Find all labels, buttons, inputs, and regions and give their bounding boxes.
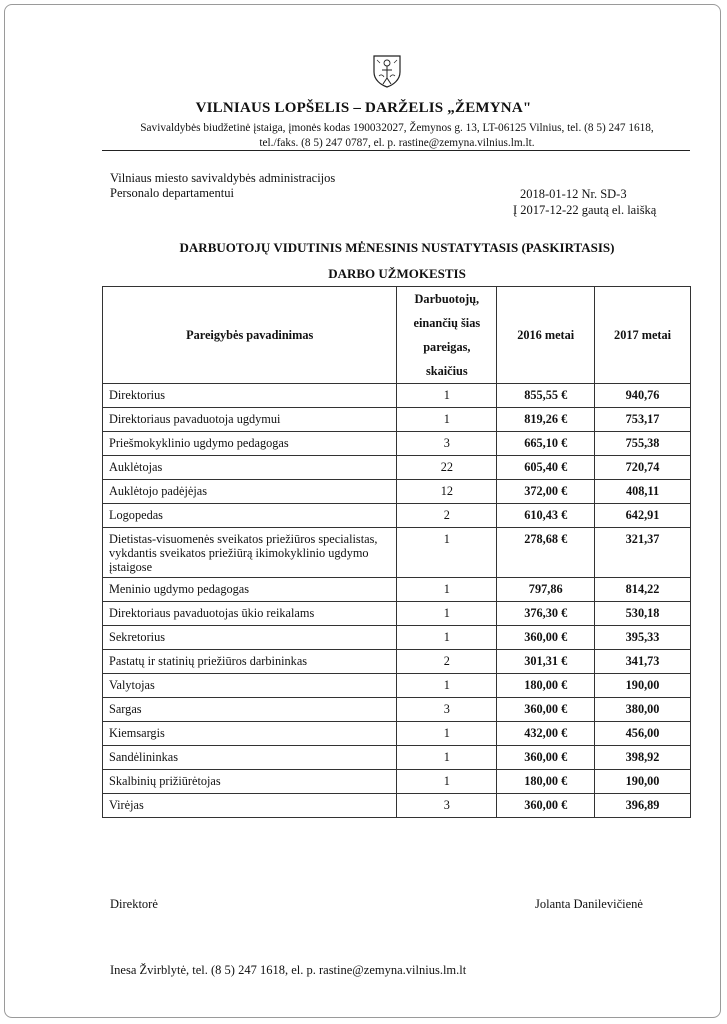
- organization-name: VILNIAUS LOPŠELIS – DARŽELIS „ŽEMYNA": [195, 100, 532, 116]
- cell-2017-salary: 814,22: [595, 578, 691, 602]
- cell-position: Sargas: [103, 698, 397, 722]
- cell-2016-salary: 605,40 €: [497, 456, 595, 480]
- cell-2017-salary: 753,17: [595, 408, 691, 432]
- cell-employee-count: 1: [397, 578, 497, 602]
- cell-position: Meninio ugdymo pedagogas: [103, 578, 397, 602]
- cell-position: Auklėtojas: [103, 456, 397, 480]
- cell-2017-salary: 940,76: [595, 384, 691, 408]
- table-row: [103, 528, 691, 578]
- cell-employee-count: 1: [397, 528, 497, 578]
- header-position: Pareigybės pavadinimas: [103, 287, 397, 384]
- table-row: [103, 746, 691, 770]
- cell-employee-count: 1: [397, 746, 497, 770]
- cell-employee-count: 2: [397, 504, 497, 528]
- cell-employee-count: 1: [397, 384, 497, 408]
- cell-2017-salary: 755,38: [595, 432, 691, 456]
- cell-position: Kiemsargis: [103, 722, 397, 746]
- cell-position: Direktorius: [103, 384, 397, 408]
- cell-2017-salary: 642,91: [595, 504, 691, 528]
- header-divider: [102, 150, 690, 151]
- header-employee-count-line2: einančių šias: [413, 316, 481, 330]
- cell-position: Skalbinių prižiūrėtojas: [103, 770, 397, 794]
- cell-position: Logopedas: [103, 504, 397, 528]
- cell-2016-salary: 180,00 €: [497, 674, 595, 698]
- cell-2016-salary: 278,68 €: [497, 528, 595, 578]
- organization-details: [102, 121, 692, 151]
- document-title-line2: DARBO UŽMOKESTIS: [328, 266, 466, 281]
- table-header-row: [103, 287, 691, 384]
- cell-employee-count: 12: [397, 480, 497, 504]
- cell-employee-count: 3: [397, 698, 497, 722]
- cell-employee-count: 1: [397, 408, 497, 432]
- table-row: [103, 480, 691, 504]
- cell-position: Virėjas: [103, 794, 397, 818]
- cell-2016-salary: 360,00 €: [497, 794, 595, 818]
- cell-2016-salary: 665,10 €: [497, 432, 595, 456]
- cell-2017-salary: 530,18: [595, 602, 691, 626]
- cell-position: Direktoriaus pavaduotoja ugdymui: [103, 408, 397, 432]
- signature-name: Jolanta Danilevičienė: [535, 897, 643, 911]
- cell-2016-salary: 360,00 €: [497, 698, 595, 722]
- table-row: [103, 578, 691, 602]
- cell-2017-salary: 190,00: [595, 770, 691, 794]
- cell-2016-salary: 376,30 €: [497, 602, 595, 626]
- recipient-block: [110, 171, 335, 201]
- document-date-number: 2018-01-12 Nr. SD-3: [520, 187, 627, 201]
- table-row: [103, 384, 691, 408]
- table-row: [103, 626, 691, 650]
- cell-2016-salary: 360,00 €: [497, 626, 595, 650]
- table-row: [103, 674, 691, 698]
- signature-role: Direktorė: [110, 897, 158, 911]
- cell-position: Priešmokyklinio ugdymo pedagogas: [103, 432, 397, 456]
- cell-2017-salary: 396,89: [595, 794, 691, 818]
- cell-employee-count: 1: [397, 722, 497, 746]
- header-employee-count-line4: skaičius: [425, 364, 468, 378]
- cell-position: Auklėtojo padėjėjas: [103, 480, 397, 504]
- cell-position: Sandėlininkas: [103, 746, 397, 770]
- document-reference: [513, 186, 657, 218]
- cell-2017-salary: 456,00: [595, 722, 691, 746]
- cell-2016-salary: 180,00 €: [497, 770, 595, 794]
- cell-2016-salary: 301,31 €: [497, 650, 595, 674]
- cell-position: Sekretorius: [103, 626, 397, 650]
- cell-position: Pastatų ir statinių priežiūros darbininkas: [103, 650, 397, 674]
- cell-2017-salary: 398,92: [595, 746, 691, 770]
- cell-position: Valytojas: [103, 674, 397, 698]
- cell-employee-count: 3: [397, 432, 497, 456]
- table-row: [103, 602, 691, 626]
- table-row: [103, 770, 691, 794]
- vilnius-coat-of-arms-icon: [372, 54, 402, 88]
- cell-2017-salary: 341,73: [595, 650, 691, 674]
- cell-2016-salary: 855,55 €: [497, 384, 595, 408]
- organization-details-line2: tel./faks. (8 5) 247 0787, el. p. rastine@zemyna.vilnius.lm.lt.: [259, 137, 535, 149]
- table-row: [103, 650, 691, 674]
- table-row: [103, 456, 691, 480]
- cell-2017-salary: 190,00: [595, 674, 691, 698]
- cell-2017-salary: 380,00: [595, 698, 691, 722]
- recipient-line2: Personalo departamentui: [110, 186, 234, 200]
- cell-position: Dietistas-visuomenės sveikatos priežiūros specialistas, vykdantis sveikatos priežiūrą ikimokyklinio ugdymo įstaigose: [103, 528, 397, 578]
- organization-details-line1: Savivaldybės biudžetinė įstaiga, įmonės kodas 190032027, Žemynos g. 13, LT-06125 Vilnius, tel. (8 5) 247 1618,: [140, 122, 654, 134]
- table-row: [103, 794, 691, 818]
- header-2017: 2017 metai: [595, 287, 691, 384]
- cell-2016-salary: 610,43 €: [497, 504, 595, 528]
- cell-2016-salary: 432,00 €: [497, 722, 595, 746]
- cell-employee-count: 1: [397, 770, 497, 794]
- document-reply-reference: Į 2017-12-22 gautą el. laišką: [513, 203, 657, 217]
- footer-contact: Inesa Žvirblytė, tel. (8 5) 247 1618, el. p. rastine@zemyna.vilnius.lm.lt: [110, 963, 467, 977]
- salary-table: [102, 286, 691, 818]
- cell-employee-count: 1: [397, 626, 497, 650]
- table-row: [103, 504, 691, 528]
- header-employee-count-line1: Darbuotojų,: [414, 292, 480, 306]
- cell-2017-salary: 720,74: [595, 456, 691, 480]
- cell-2016-salary: 360,00 €: [497, 746, 595, 770]
- recipient-line1: Vilniaus miesto savivaldybės administracijos: [110, 171, 336, 185]
- cell-2016-salary: 819,26 €: [497, 408, 595, 432]
- cell-employee-count: 22: [397, 456, 497, 480]
- header-2016: 2016 metai: [497, 287, 595, 384]
- cell-2017-salary: 408,11: [595, 480, 691, 504]
- cell-2016-salary: 372,00 €: [497, 480, 595, 504]
- cell-2017-salary: 321,37: [595, 528, 691, 578]
- cell-employee-count: 1: [397, 674, 497, 698]
- table-row: [103, 432, 691, 456]
- header-employee-count: [397, 287, 497, 384]
- table-row: [103, 698, 691, 722]
- cell-employee-count: 1: [397, 602, 497, 626]
- document-title: [0, 235, 727, 287]
- cell-employee-count: 2: [397, 650, 497, 674]
- table-row: [103, 722, 691, 746]
- cell-position: Direktoriaus pavaduotojas ūkio reikalams: [103, 602, 397, 626]
- header-employee-count-line3: pareigas,: [423, 340, 471, 354]
- cell-2016-salary: 797,86: [497, 578, 595, 602]
- document-title-line1: DARBUOTOJŲ VIDUTINIS MĖNESINIS NUSTATYTASIS (PASKIRTASIS): [179, 240, 615, 255]
- cell-2017-salary: 395,33: [595, 626, 691, 650]
- cell-employee-count: 3: [397, 794, 497, 818]
- table-row: [103, 408, 691, 432]
